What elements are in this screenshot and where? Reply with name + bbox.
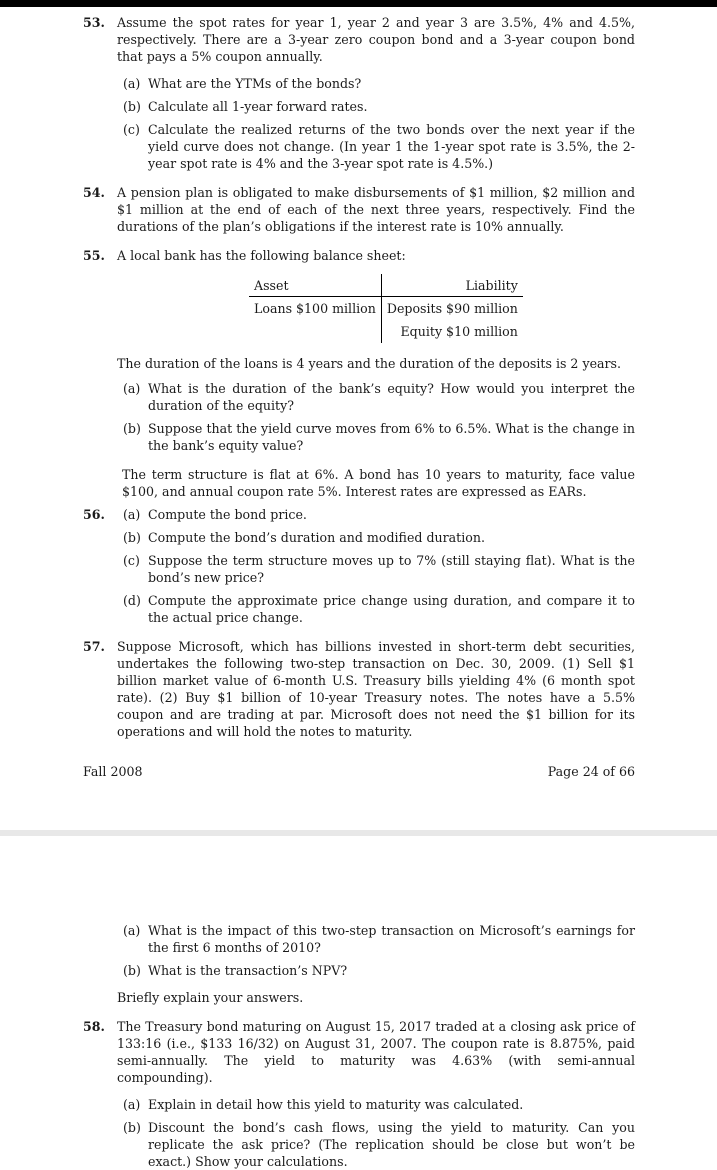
part-label: (b) (123, 530, 141, 545)
question-56-part-b (118, 529, 635, 546)
page-25 (83, 922, 635, 1170)
part-label: (c) (123, 553, 140, 568)
question-53-part-b (118, 98, 635, 115)
part-label: (a) (123, 76, 141, 91)
asset-loans: Loans $100 million (254, 301, 376, 316)
question-55-durations: The duration of the loans is 4 years and the duration of the deposits is 2 years. (117, 356, 622, 371)
question-number: 57. (83, 639, 105, 654)
part-label: (b) (123, 421, 141, 436)
question-56-part-c (118, 552, 635, 586)
question-57-part-b (118, 962, 635, 979)
question-58 (83, 1018, 635, 1086)
part-text: What is the duration of the bank’s equity? How would you interpret the duration of the equity? (148, 381, 635, 413)
question-text: A local bank has the following balance sheet: (117, 248, 406, 263)
question-54 (83, 184, 635, 235)
part-label: (a) (123, 923, 141, 938)
part-label: (d) (123, 593, 141, 608)
footer-term: Fall 2008 (83, 764, 143, 779)
question-text: A pension plan is obligated to make disbursements of $1 million, $2 million and $1 million at the end of each of the next three years, respectively. Find the durations of the plan’s obligations if the interest rate is 10% annually. (117, 185, 635, 234)
question-53-part-c (118, 121, 635, 172)
top-border (0, 0, 717, 7)
part-label: (b) (123, 99, 141, 114)
liability-deposits: Deposits $90 million (381, 297, 523, 321)
question-number: 55. (83, 248, 105, 263)
part-label: (a) (123, 507, 141, 522)
balance-sheet-table (249, 274, 523, 343)
question-53 (83, 14, 635, 65)
part-text: What is the impact of this two-step transaction on Microsoft’s earnings for the first 6 months of 2010? (148, 923, 635, 955)
question-53-part-a (118, 75, 635, 92)
question-55 (83, 247, 635, 264)
footer-page-number: Page 24 of 66 (547, 764, 635, 779)
question-number: 54. (83, 185, 105, 200)
question-text: Suppose Microsoft, which has billions invested in short-term debt securities, undertakes the following two-step transaction on Dec. 30, 2009. (1) Sell $1 billion market value of 6-month U.S. Treasury bills yielding 4% (6 month spot rate). (2) Buy $1 billion of 10-year Treasury notes. The notes have a 5.5% coupon and are trading at par. Microsoft does not need the $1 billion for its operations and will hold the notes to maturity. (117, 639, 635, 739)
question-number: 58. (83, 1019, 105, 1034)
question-58-part-b (118, 1119, 635, 1170)
question-55-part-b (118, 420, 635, 454)
question-57 (83, 638, 635, 740)
part-text: Explain in detail how this yield to maturity was calculated. (148, 1097, 524, 1112)
part-text: Calculate all 1-year forward rates. (148, 99, 368, 114)
part-text: Compute the bond price. (148, 507, 307, 522)
asset-header: Asset (249, 274, 381, 297)
question-text: The Treasury bond maturing on August 15, 2017 traded at a closing ask price of 133:16 (i.e., $133 16/32) on August 31, 2007. The coupon rate is 8.875%, paid semi-annually. The yield to maturity was 4.63% (with semi-annual compounding). (117, 1019, 635, 1085)
part-label: (b) (123, 963, 141, 978)
question-58-part-a (118, 1096, 635, 1113)
liability-header: Liability (381, 274, 523, 297)
part-text: Suppose the term structure moves up to 7% (still staying flat). What is the bond’s new price? (148, 553, 635, 585)
part-text: Compute the bond’s duration and modified duration. (148, 530, 485, 545)
part-text: What are the YTMs of the bonds? (148, 76, 362, 91)
part-text: Suppose that the yield curve moves from 6% to 6.5%. What is the change in the bank’s equity value? (148, 421, 635, 453)
page-footer (83, 763, 635, 780)
liability-equity: Equity $10 million (381, 320, 523, 343)
question-56-part-d (118, 592, 635, 626)
page-24 (83, 14, 635, 740)
page-separator (0, 830, 717, 836)
question-number: 56. (83, 507, 105, 522)
question-56-intro: The term structure is flat at 6%. A bond has 10 years to maturity, face value $100, and annual coupon rate 5%. Interest rates are expressed as EARs. (122, 467, 635, 499)
part-label: (a) (123, 381, 141, 396)
part-text: Calculate the realized returns of the two bonds over the next year if the yield curve does not change. (In year 1 the 1-year spot rate is 3.5%, the 2-year spot rate is 4% and the 3-year spot rate is 4.5%.) (148, 122, 635, 171)
question-57-instruction: Briefly explain your answers. (117, 990, 304, 1005)
part-text: Discount the bond’s cash flows, using the yield to maturity. Can you replicate the ask price? (The replication should be close but won’t be exact.) Show your calculations. (148, 1120, 635, 1169)
part-label: (b) (123, 1120, 141, 1135)
question-55-part-a (118, 380, 635, 414)
part-text: Compute the approximate price change using duration, and compare it to the actual price change. (148, 593, 635, 625)
question-number: 53. (83, 15, 105, 30)
part-label: (c) (123, 122, 140, 137)
question-57-part-a (118, 922, 635, 956)
part-text: What is the transaction’s NPV? (148, 963, 348, 978)
question-text: Assume the spot rates for year 1, year 2 and year 3 are 3.5%, 4% and 4.5%, respectively. There are a 3-year zero coupon bond and a 3-year coupon bond that pays a 5% coupon annually. (117, 15, 635, 64)
part-label: (a) (123, 1097, 141, 1112)
question-56 (83, 506, 635, 523)
